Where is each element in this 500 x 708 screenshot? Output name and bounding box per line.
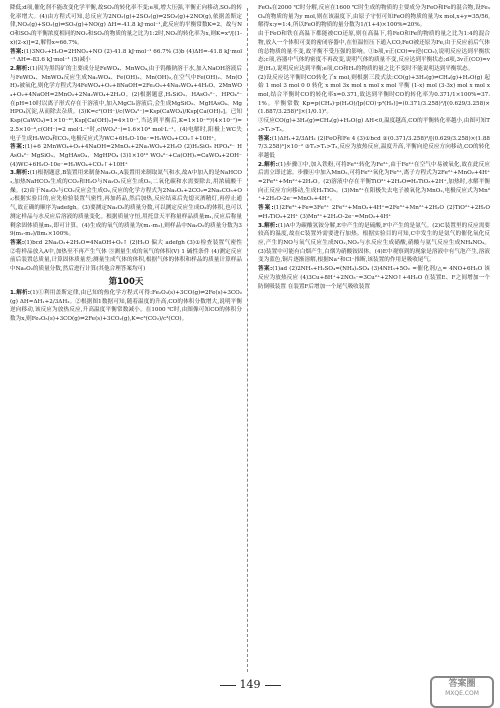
text-paragraph: ③反应CO(g)+3H₂(g)⇌CH₄(g)+H₂O(g) ΔH<0,温度越高,CO的平衡转化率越小,由图可知T₂>T₁>T₃。 xyxy=(258,118,490,133)
watermark-logo xyxy=(430,676,494,708)
text-paragraph: 答案:(1)2Fe³⁺+Fe=3Fe²⁺ 2Fe²⁺+MnO₂+4H⁺=2Fe³⁺+Mn²⁺+2H₂O (2)TiO²⁺+2H₂O⇌H₂TiO₃+2H⁺ (3)Mn²⁺+2H₂O-2e⁻=MnO₂+4H⁺ xyxy=(258,205,490,220)
page-number xyxy=(0,678,500,692)
watermark-subtitle: MXQE.COM xyxy=(445,690,479,697)
text-paragraph: 答案:(1)ΔH₁+2/3ΔH₂ (2)FeO和Fe 4 (3)①bcd ②(0.371/3.258)²/[(0.629/3.258)×(1.887/3.258)³]×10⁻² ③T₂>T₁>T₃,反应为放热反应,温度升高,平衡向逆反应方向移动,CO的转化率越低 xyxy=(258,135,490,159)
text-paragraph: 答案:(1)bcd 2Na₂O₂+2H₂O=4NaOH+O₂↑ (2)H₂O 偏大 adefgh (3)①检查装置气密性 ②将样品放入A中,加热至不再产生气体 ③测量生成的氧气的体积(V) 1 碱性条件 (4)测定反应前后装置总质量,计算固体质量差;测量生成气体的体积,根据气体的体积和样品的质量计算样品中Na₂O₂的质量分数,然后进行计算(其他合理答案均可) xyxy=(10,239,242,273)
text-paragraph: 答案:(1)3NO₂+H₂O=2HNO₃+NO (2)-41.8 kJ·mol⁻¹ 66.7% (3)b (4)ΔH=-41.8 kJ·mol⁻¹ ΔH=-83.6 kJ·mol⁻¹ (5)减小 xyxy=(10,48,242,64)
text-paragraph: 由于FeO和铁在高温下都能被CO还原,则在高温下,将FeO和Fe的物质的量之比为1:4的混合物,放入一个体积可变的密闭容器中,在恒温恒压下通入CO,FeO被还原为Fe,由于反应前后气体的总物质的量不变,故平衡不受压强的影响。①b项,v正(CO)=v逆(CO₂),说明反应达到平衡状态;c项,容器中气体的密度不再改变,说明气体的质量不变,反应达到平衡状态;d项,3v正(CO)=v逆(H₂),说明反应达到平衡;e项,CO和H₂的物质的量之比不变时不能说明达到平衡状态。 xyxy=(258,31,490,72)
text-paragraph: 答案:(1)+6 2MnWO₄+O₂+4NaOH=2MnO₂+2Na₂WO₄+2H₂O (2)H₂SiO₃ HPO₄²⁻ HAsO₄²⁻ MgSiO₃、MgHAsO₄、MgHPO₄ (3)1×10¹⁰ WO₄²⁻+Ca(OH)₂=CaWO₄+2OH⁻ (4)WC+6H₂O-10e⁻=H₂WO₄+CO₂↑+10H⁺ xyxy=(10,144,242,168)
text-paragraph: 1.解析:(1)①利用盖斯定律,由已知的热化学方程式可得:Fe₂O₃(s)+3CO(g)⇌2Fe(s)+3CO₂(g) ΔH=ΔH₁+2/3ΔH₂。②根据图1数据可知,随着温度的升高,CO的体积分数增大,说明平衡逆向移动,该反应为放热反应,升高温度平衡常数减小。在1000 ℃时,由图像可知CO的体积分数为x,则Fe₂O₃(s)+3CO(g)⇌2Fe(s)+3CO₂(g),K=c³(CO₂)/c³(CO)。 xyxy=(10,289,242,322)
left-column xyxy=(10,4,242,676)
text-paragraph: 3.解析:(1)根据题意,B装置用来制备Na₂O₂,A装置用来制取氮气和水,故A中加入的是NaHCO₃,加热NaHCO₃生成的CO₂和H₂O与Na₂O₂反应生成O₂,二氧化碳和水需要除去,用浓硫酸干燥。(2)由于Na₂O₂与CO₂反应会生成O₂,反应的化学方程式为2Na₂O₂+2CO₂=2Na₂CO₃+O₂;根据实验目的,应先检验装置气密性,再加药品,然后加热,反应结束后先熄灭酒精灯,再停止通气,故正确的顺序为adefgh。(3)要测定Na₂O₂的质量分数,可以测定反应生成O₂的体积,也可以测定样品与水反应后溶液的质量变化。根据质量守恒,用托盘天平称量样品质量m₁,反应后称量剩余固体质量m₂,即可计算。(4)生成的氧气的质量为(m₁-m₂),则样品中Na₂O₂的质量分数为39(m₁-m₂)/8m₁×100%。 xyxy=(10,170,242,238)
watermark-title: 答案圈 xyxy=(448,679,476,689)
day-heading: 第100天 xyxy=(108,276,144,287)
text-paragraph: FeO₄在2000 ℃时分解,反应在1600 ℃时生成的物质的主要成分为FeO和Fe的混合物,设Fe₃O₄的物质的量为y mol,则在该温度下,由原子守恒可知FeO的物质的量为x mol,x+y=35/56,解得x:y=1:4,所以FeO的物质的量分数为1/(1+4)×100%=20%。 xyxy=(258,5,490,29)
text-paragraph: 3.解析:(1)A中为碳酸氢铵分解,E中产生的是硫酸,F中产生的是氨气。(2)C装置里的反应需要较高的温度,故在C装置外需要进行加热。根据实验目的可知,C中发生的是氨气的催化氧化反应,产生的NO与氧气反应生成NO₂,NO₂与水反应生成硝酸,硝酸与氨气反应生成NH₄NO₃。(3)装置中可能有白烟产生,白烟为硝酸铵固体。(4)E中观察到的现象是溶液中有气泡产生,溶液变为蓝色,铜片逐渐溶解,根据Na⁺和Cl⁻推断,该装置的作用是吸收尾气。 xyxy=(258,222,490,264)
text-paragraph: 降低;d项,催化剂不能改变化学平衡,故SO₂的转化率不变;e项,增大压强,平衡正向移动,SO₂的转化率增大。(4)由方程式可知,总反应为2NO₂(g)+2SO₂(g)⇌2SO₃(g)+2NO(g),依据盖斯定律,NO₂(g)+SO₂(g)⇌SO₃(g)+NO(g) ΔH=-41.8 kJ·mol⁻¹,此反应的平衡常数K=2。故与NO和SO₃的平衡浓度相同的NO₂和SO₂的物质的量之比为1:2时,NO₂的转化率为x,则K=x²/[(1-x)(2-x)]=2,解得x≈66.7%。 xyxy=(10,5,242,46)
right-column xyxy=(258,4,490,676)
text-paragraph: 2.解析:(1)因为黑钨矿的主要成分是FeWO₄、MnWO₄,由于钨酸钠溶于水,加入NaOH溶液后与FeWO₄、MnWO₄反应生成Na₂WO₄、Fe(OH)₂、Mn(OH)₂,在空气中Fe(OH)₂、Mn(OH)₂被氧化,则化学方程式为4FeWO₄+O₂+8NaOH=2Fe₂O₃+4Na₂WO₄+4H₂O、2MnWO₄+O₂+4NaOH=2MnO₂+2Na₂WO₄+2H₂O。(2)根据题意,H₂SiO₃、HAsO₃²⁻、HPO₄²⁻在pH=10时以离子形式存在于溶液中,加入MgCl₂溶液后,会生成MgSiO₃、MgHAsO₄、MgHPO₄沉淀,从而除去杂质。(3)K=c²(OH⁻)/c(WO₄²⁻)=Ksp(CaWO₄)/Ksp[Ca(OH)₂]。已知Ksp(CaWO₄)=1×10⁻¹⁰,Ksp[Ca(OH)₂]=4×10⁻⁷,当达到平衡后,K=1×10⁻¹⁰/(4×10⁻⁷)=2.5×10⁻⁴,c(OH⁻)=2 mol·L⁻¹时,c(WO₄²⁻)=1.6×10⁴ mol·L⁻¹。(4)电解时,阳极上WC失电子生成H₂WO₄和CO₂,电极反应式为WC+6H₂O-10e⁻=H₂WO₄+CO₂↑+10H⁺。 xyxy=(10,65,242,142)
page-number-text: 149 xyxy=(239,678,261,691)
text-paragraph: 2.解析:(1)步骤①中,加入铁粉,可将Fe³⁺转化为Fe²⁺,由于Fe²⁺在空气中易被氧化,故在此反应后需立即过滤。步骤④中加入MnO₂,可将Fe²⁺氧化为Fe³⁺,离子方程式为2Fe²⁺+MnO₂+4H⁺=2Fe³⁺+Mn²⁺+2H₂O。(2)溶液中存在平衡TiO²⁺+2H₂O⇌H₂TiO₃+2H⁺,加热时,水解平衡向正反应方向移动,生成H₂TiO₃。(3)Mn²⁺在阳极失去电子被氧化为MnO₂,电极反应式为Mn²⁺+2H₂O-2e⁻=MnO₂+4H⁺。 xyxy=(258,161,490,203)
column-divider xyxy=(247,8,248,672)
text-paragraph: 答案:(1)ad (2)2NH₃+H₂SO₄=(NH₄)₂SO₄ (3)4NH₃+5O₂ =催化剂/△= 4NO+6H₂O 该反应为放热反应 (4)3Cu+8H⁺+2NO₃⁻=3Cu²⁺+2NO↑+4H₂O 在装置E、F之间增加一个防倒吸装置 在装置F后增加一个尾气吸收装置 xyxy=(258,266,490,290)
text-paragraph: (2)设反应达平衡时CO转化了x mol,则根据三段式法:CO(g)+3H₂(g)⇌CH₄(g)+H₂O(g) 起始 1 mol 3 mol 0 0 转化 x mol 3x mol x mol x mol 平衡 (1-x) mol (3-3x) mol x mol x mol,结合平衡时CO的转化率x=0.371,故达到平衡时CO的转化率为0.371/1×100%=37.1%。平衡常数 Kp=p(CH₄)·p(H₂O)/[p(CO)·p³(H₂)]=(0.371/3.258)²/[(0.629/3.258)×(1.887/3.258)³]×(1/0.1)²。 xyxy=(258,74,490,116)
